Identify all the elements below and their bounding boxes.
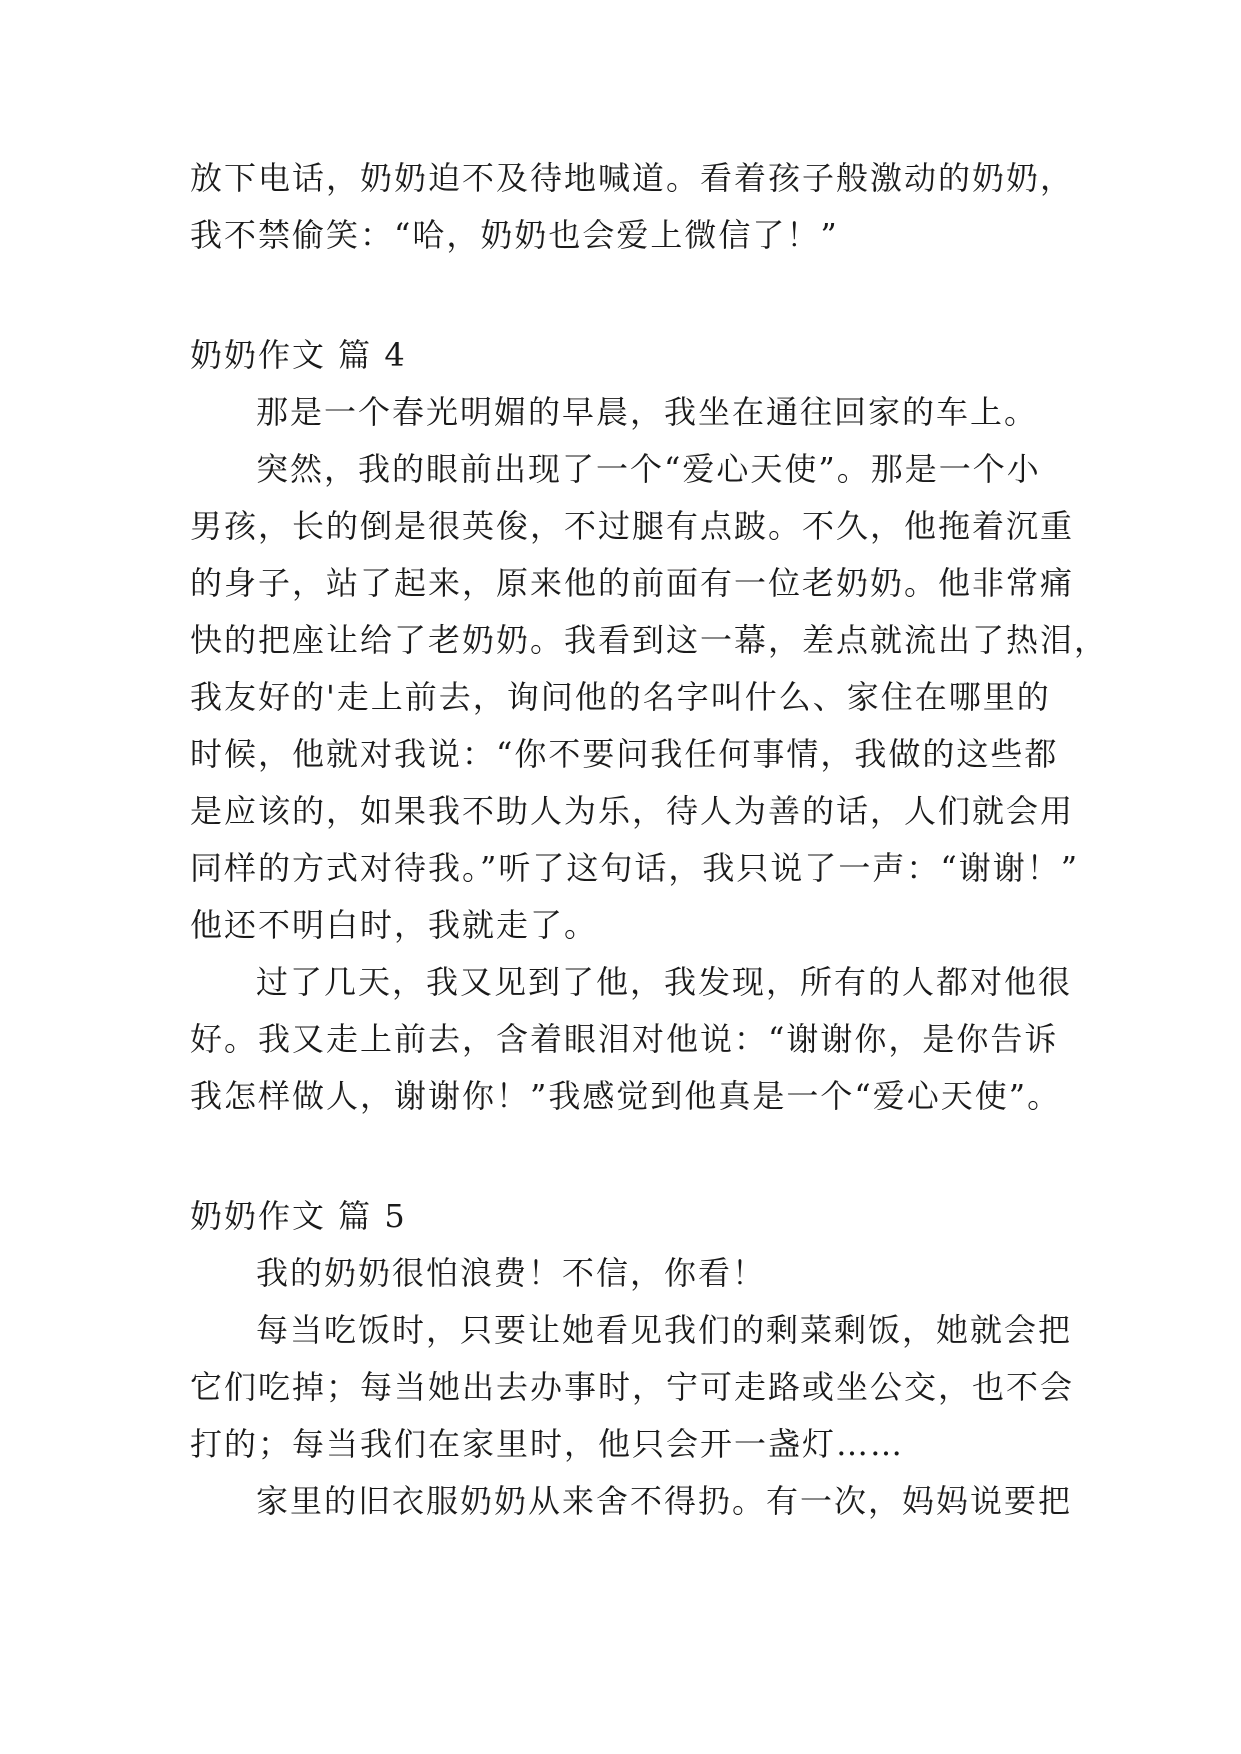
paragraph-line: 我的奶奶很怕浪费！不信，你看！ bbox=[256, 1254, 767, 1292]
document-page bbox=[190, 150, 1109, 1530]
paragraph-line: 打的；每当我们在家里时，他只会开一盏灯…… bbox=[190, 1425, 905, 1463]
paragraph-line: 同样的方式对待我。”听了这句话，我只说了一声：“谢谢！” bbox=[190, 849, 1080, 887]
paragraph-line: 过了几天，我又见到了他，我发现，所有的人都对他很 bbox=[256, 963, 1073, 1001]
paragraph-line: 好。我又走上前去，含着眼泪对他说：“谢谢你，是你告诉 bbox=[190, 1020, 1059, 1058]
paragraph-line: 每当吃饭时，只要让她看见我们的剩菜剩饭，她就会把 bbox=[256, 1311, 1073, 1349]
paragraph-line: 放下电话，奶奶迫不及待地喊道。看着孩子般激动的奶奶， bbox=[190, 159, 1075, 197]
paragraph-line: 男孩，长的倒是很英俊，不过腿有点跛。不久，他拖着沉重 bbox=[190, 507, 1075, 545]
paragraph-line: 快的把座让给了老奶奶。我看到这一幕，差点就流出了热泪， bbox=[190, 621, 1109, 659]
paragraph-line: 我不禁偷笑：“哈，奶奶也会爱上微信了！” bbox=[190, 216, 839, 254]
paragraph-line: 那是一个春光明媚的早晨，我坐在通往回家的车上。 bbox=[256, 393, 1039, 431]
paragraph-line: 我友好的'走上前去，询问他的名字叫什么、家住在哪里的 bbox=[190, 678, 1051, 716]
paragraph-line: 家里的旧衣服奶奶从来舍不得扔。有一次，妈妈说要把 bbox=[256, 1482, 1073, 1520]
paragraph-line: 的身子，站了起来，原来他的前面有一位老奶奶。他非常痛 bbox=[190, 564, 1075, 602]
paragraph-line: 他还不明白时，我就走了。 bbox=[190, 906, 599, 944]
paragraph-line: 时候，他就对我说：“你不要问我任何事情，我做的这些都 bbox=[190, 735, 1059, 773]
section-gap bbox=[190, 264, 1070, 327]
section-heading: 奶奶作文 篇 5 bbox=[190, 1197, 407, 1235]
section-heading: 奶奶作文 篇 4 bbox=[190, 336, 407, 374]
paragraph-line: 它们吃掉；每当她出去办事时，宁可走路或坐公交，也不会 bbox=[190, 1368, 1075, 1406]
paragraph-line: 突然，我的眼前出现了一个“爱心天使”。那是一个小 bbox=[256, 450, 1041, 488]
paragraph-line: 是应该的，如果我不助人为乐，待人为善的话，人们就会用 bbox=[190, 792, 1075, 830]
paragraph-line: 我怎样做人，谢谢你！”我感觉到他真是一个“爱心天使”。 bbox=[190, 1077, 1062, 1115]
section-gap bbox=[190, 1125, 1070, 1188]
